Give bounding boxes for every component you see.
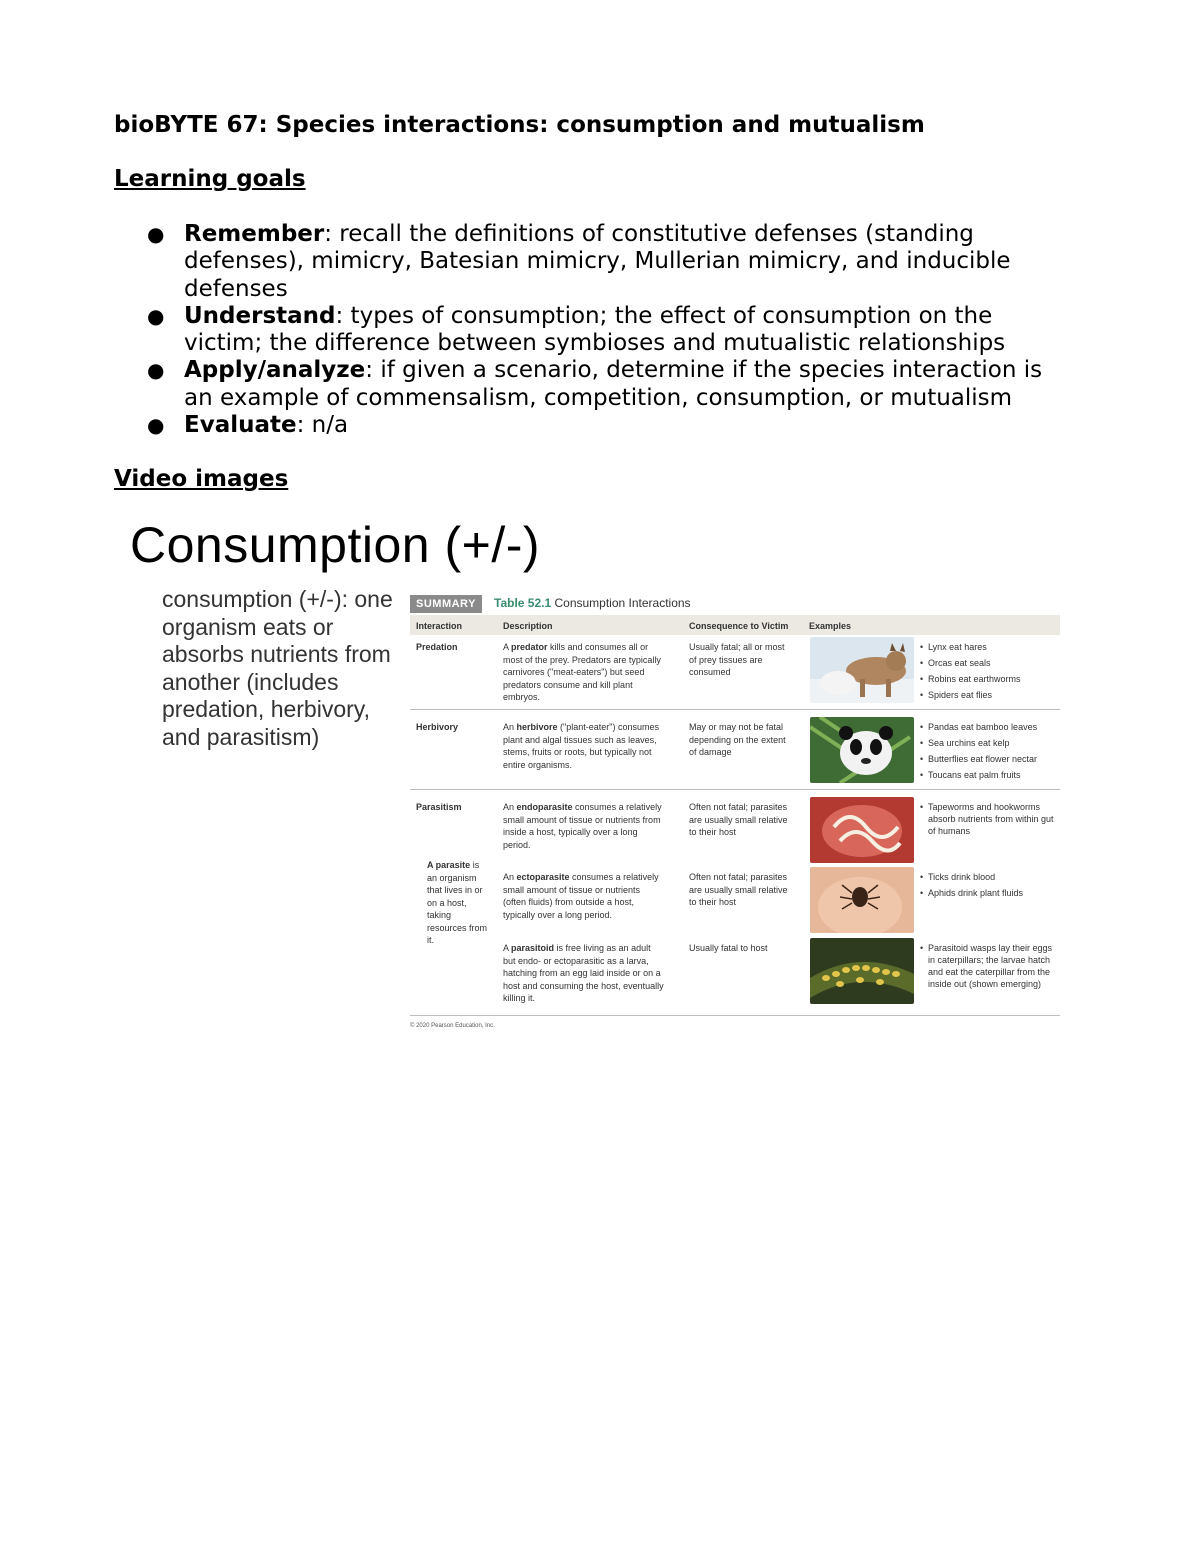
list-item: • Orcas eat seals: [920, 657, 1060, 669]
consumption-table: [410, 595, 1062, 1031]
consequence-cell: May or may not be fatal depending on the extent of damage: [689, 722, 786, 757]
column-header: Consequence to Victim: [689, 621, 789, 631]
parasitoid-wasp-photo: [810, 938, 914, 1004]
description-cell: An herbivore ("plant-eater") consumes plant and algal tissues such as leaves, stems, fruits or roots, but typically not entire organisms.: [503, 722, 659, 770]
list-item: • Pandas eat bamboo leaves: [920, 721, 1060, 733]
list-item: • Aphids drink plant fluids: [920, 887, 1060, 899]
bullet-icon: ●: [147, 358, 165, 383]
row-divider: [410, 1015, 1060, 1016]
bullet-icon: ●: [147, 303, 165, 328]
column-header: Interaction: [416, 621, 463, 631]
list-item: • Butterflies eat flower nectar: [920, 753, 1060, 765]
document-title: bioBYTE 67: Species interactions: consumption and mutualism: [114, 112, 925, 138]
list-item: [114, 303, 1074, 358]
table-caption: [494, 596, 691, 610]
slide-definition: consumption (+/-): one organism eats or absorbs nutrients from another (includes predation, herbivory, and parasitism): [162, 586, 393, 750]
list-item: [114, 357, 1074, 412]
list-item: • Toucans eat palm fruits: [920, 769, 1060, 781]
list-item: • Tapeworms and hookworms absorb nutrients from within gut of humans: [920, 801, 1060, 837]
goal-term: Remember: [184, 221, 325, 247]
row-divider: [410, 709, 1060, 710]
video-images-heading: Video images: [114, 466, 289, 492]
consequence-cell: Often not fatal; parasites are usually small relative to their host: [689, 802, 788, 837]
tick-photo: [810, 867, 914, 933]
table-caption-text: Consumption Interactions: [554, 596, 691, 610]
examples-list: [920, 942, 1060, 994]
slide-title: Consumption (+/-): [130, 517, 541, 573]
list-item: • Parasitoid wasps lay their eggs in caterpillars; the larvae hatch and eat the caterpillar from the inside out (shown emerging): [920, 942, 1060, 990]
goal-text: : types of consumption; the effect of consumption on the victim; the difference between symbioses and mutualistic relationships: [184, 302, 1006, 357]
column-header: Description: [503, 621, 553, 631]
interaction-label: Predation: [416, 642, 458, 652]
list-item: • Spiders eat flies: [920, 689, 1060, 701]
examples-list: [920, 801, 1060, 841]
description-cell: An ectoparasite consumes a relatively small amount of tissue or nutrients (often fluids) from outside a host, typically over a long period.: [503, 872, 659, 920]
list-item: • Ticks drink blood: [920, 871, 1060, 883]
column-header: Examples: [809, 621, 852, 631]
goal-term: Apply/analyze: [184, 357, 366, 384]
consequence-cell: Usually fatal; all or most of prey tissues are consumed: [689, 642, 785, 677]
goal-text: : recall the definitions of constitutive defenses (standing defenses), mimicry, Batesian mimicry, Mullerian mimicry, and inducible defenses: [184, 221, 1011, 302]
learning-goals-heading: Learning goals: [114, 166, 306, 192]
consequence-cell: Usually fatal to host: [689, 943, 768, 953]
list-item: • Lynx eat hares: [920, 641, 1060, 653]
list-item: [114, 412, 1074, 439]
goal-text: : n/a: [296, 412, 349, 439]
examples-list: [920, 721, 1060, 785]
description-cell: A predator kills and consumes all or most of the prey. Predators are typically carnivores ("meat-eaters") but seed predators consume and kill plant embryos.: [503, 642, 661, 702]
list-item: [114, 221, 1074, 303]
list-item: • Sea urchins eat kelp: [920, 737, 1060, 749]
bullet-icon: ●: [147, 222, 165, 246]
bullet-icon: ●: [147, 413, 165, 438]
consequence-cell: Often not fatal; parasites are usually small relative to their host: [689, 872, 788, 907]
interaction-label: Parasitism: [416, 802, 462, 812]
video-slide: [114, 510, 1074, 1040]
goal-text: : if given a scenario, determine if the species interaction is an example of commensalism, competition, consumption, or mutualism: [184, 357, 1043, 411]
learning-goals-list: [114, 221, 1074, 439]
lynx-photo: [810, 637, 914, 703]
interaction-label: Herbivory: [416, 722, 459, 732]
examples-list: [920, 641, 1060, 705]
parasite-note: A parasite is an organism that lives in or on a host, taking resources from it.: [427, 860, 488, 945]
goal-term: Understand: [184, 302, 336, 329]
table-number: Table 52.1: [494, 596, 552, 610]
tapeworm-photo: [810, 797, 914, 863]
goal-term: Evaluate: [184, 412, 297, 439]
description-cell: A parasitoid is free living as an adult but endo- or ectoparasitic as a larva, hatching from an egg laid inside or on a host and consuming the host, eventually killing it.: [503, 943, 664, 1003]
description-cell: An endoparasite consumes a relatively small amount of tissue or nutrients from inside a host, typically over a long period.: [503, 802, 662, 850]
examples-list: [920, 871, 1060, 903]
list-item: • Robins eat earthworms: [920, 673, 1060, 685]
copyright-credit: © 2020 Pearson Education, Inc.: [410, 1023, 495, 1029]
table-header: [410, 615, 1060, 635]
summary-badge: SUMMARY: [410, 595, 482, 613]
panda-photo: [810, 717, 914, 783]
row-divider: [410, 789, 1060, 790]
